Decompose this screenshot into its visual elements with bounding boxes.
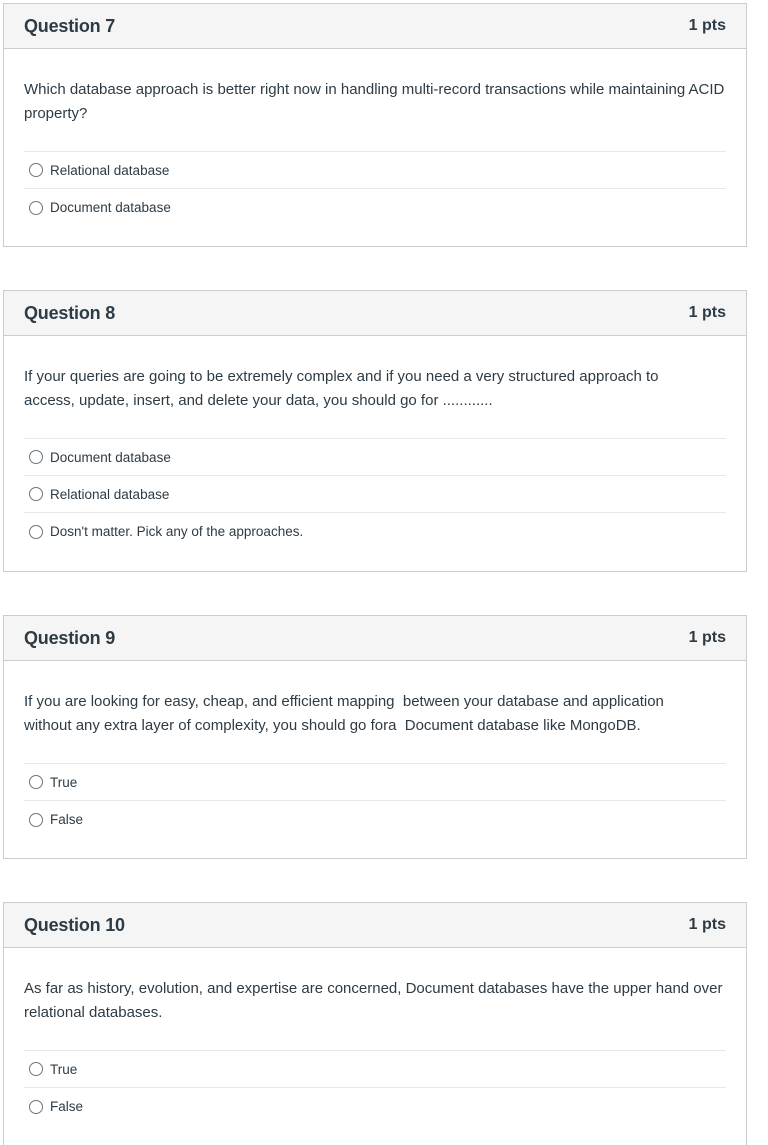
question-points: 1 pts — [688, 304, 726, 321]
question-title: Question 10 — [24, 914, 125, 935]
question-text: If you are looking for easy, cheap, and efficient mapping between your database and application without any extra layer of complexity, you should go fora Document database like MongoDB. — [24, 693, 669, 734]
question-text: As far as history, evolution, and expertise are concerned, Document databases have the upper hand over relational databases. — [24, 980, 727, 1021]
answer-list — [24, 1050, 726, 1125]
answer-list — [24, 438, 726, 550]
radio-button[interactable] — [29, 525, 43, 539]
answer-option[interactable] — [24, 476, 726, 513]
radio-button[interactable] — [29, 163, 43, 177]
question-10 — [3, 902, 747, 1145]
question-text: Which database approach is better right now in handling multi-record transactions while maintaining ACID property? — [24, 81, 729, 122]
question-points: 1 pts — [688, 629, 726, 646]
question-points: 1 pts — [688, 916, 726, 933]
question-8 — [3, 290, 747, 572]
question-header — [4, 903, 746, 948]
radio-button[interactable] — [29, 450, 43, 464]
answer-option[interactable] — [24, 801, 726, 838]
radio-button[interactable] — [29, 1062, 43, 1076]
question-text: If your queries are going to be extremely complex and if you need a very structured approach to access, update, insert, and delete your data, you should go for ............ — [24, 368, 663, 409]
answer-list — [24, 151, 726, 226]
answer-label[interactable]: False — [50, 1099, 84, 1114]
answer-option[interactable] — [24, 1051, 726, 1088]
answer-label[interactable]: Document database — [50, 200, 171, 215]
answer-label[interactable]: Document database — [50, 449, 171, 465]
answer-label[interactable]: True — [50, 1061, 78, 1077]
radio-button[interactable] — [29, 775, 43, 789]
answer-option[interactable] — [24, 152, 726, 189]
answer-option[interactable] — [24, 439, 726, 476]
answer-label[interactable]: Dosn't matter. Pick any of the approaches. — [50, 524, 304, 539]
answer-option[interactable] — [24, 1088, 726, 1125]
question-title: Question 8 — [24, 302, 116, 323]
question-9 — [3, 615, 747, 859]
question-points: 1 pts — [688, 17, 726, 34]
radio-button[interactable] — [29, 1100, 43, 1114]
question-body — [4, 661, 746, 838]
question-body — [4, 948, 746, 1125]
question-body — [4, 49, 746, 226]
answer-label[interactable]: Relational database — [50, 486, 170, 502]
radio-button[interactable] — [29, 487, 43, 501]
question-body — [4, 336, 746, 550]
question-header — [4, 4, 746, 49]
radio-button[interactable] — [29, 201, 43, 215]
answer-option[interactable] — [24, 764, 726, 801]
question-header — [4, 291, 746, 336]
answer-option[interactable] — [24, 189, 726, 226]
answer-option[interactable] — [24, 513, 726, 550]
question-7 — [3, 3, 747, 247]
question-title: Question 7 — [24, 15, 116, 36]
answer-label[interactable]: False — [50, 812, 84, 827]
radio-button[interactable] — [29, 813, 43, 827]
answer-list — [24, 763, 726, 838]
question-header — [4, 616, 746, 661]
answer-label[interactable]: True — [50, 774, 78, 790]
question-title: Question 9 — [24, 627, 116, 648]
answer-label[interactable]: Relational database — [50, 162, 170, 178]
